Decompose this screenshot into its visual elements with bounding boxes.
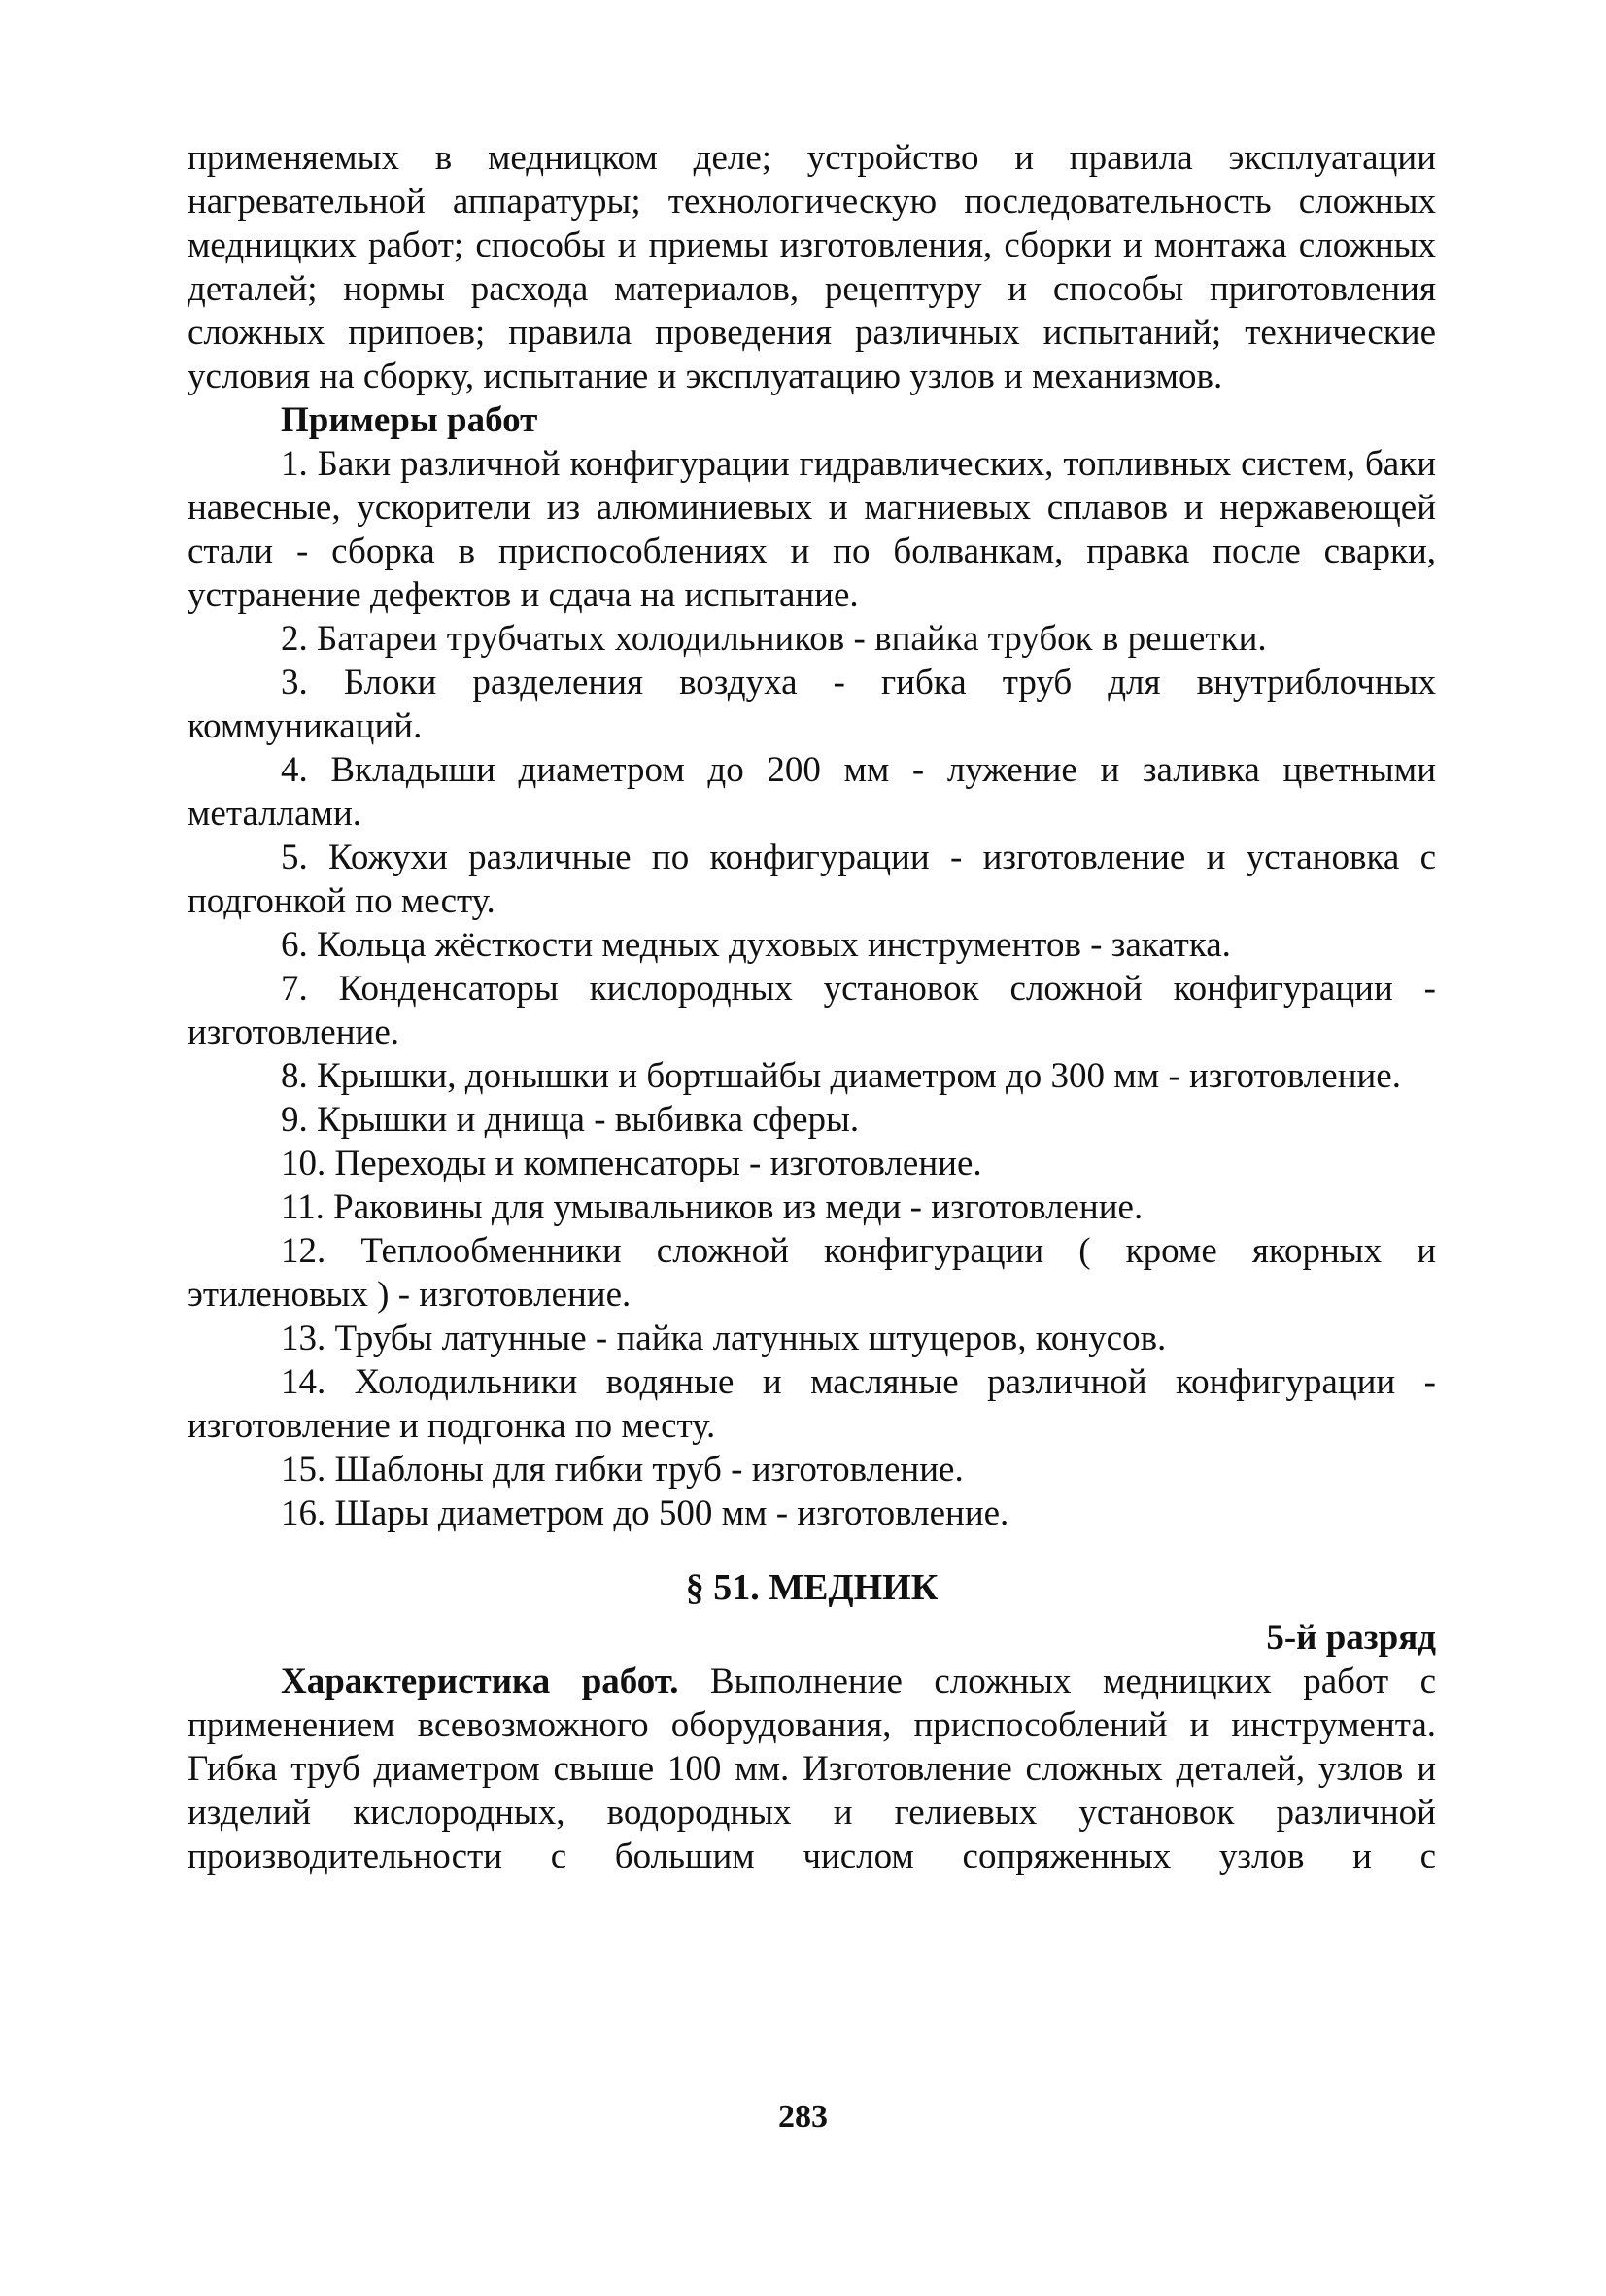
examples-list: [188, 442, 1436, 1535]
document-page: [188, 136, 1436, 1878]
examples-heading: Примеры работ: [281, 400, 538, 440]
characteristic-paragraph: [188, 1660, 1436, 1878]
example-item: 16. Шары диаметром до 500 мм - изготовление.: [281, 1493, 1009, 1533]
section-title: § 51. МЕДНИК: [685, 1567, 939, 1608]
characteristic-label: Характеристика работ.: [281, 1662, 679, 1701]
example-item: 10. Переходы и компенсаторы - изготовление.: [281, 1144, 982, 1183]
example-item: 14. Холодильники водяные и масляные различной конфигурации - изготовление и подгонка по месту.: [188, 1362, 1436, 1446]
example-item: 5. Кожухи различные по конфигурации - изготовление и установка с подгонкой по месту.: [188, 838, 1436, 921]
example-item: 8. Крышки, донышки и бортшайбы диаметром до 300 мм - изготовление.: [281, 1056, 1401, 1096]
example-item: 1. Баки различной конфигурации гидравлических, топливных систем, баки навесные, ускорители из алюминиевых и магниевых сплавов и нержавеющей стали - сборка в приспособлениях и по болванкам, правка после сварки, устранение дефектов и сдача на испытание.: [188, 444, 1436, 615]
example-item: 11. Раковины для умывальников из меди - изготовление.: [281, 1187, 1144, 1227]
example-item: 13. Трубы латунные - пайка латунных штуцеров, конусов.: [281, 1319, 1167, 1358]
page-number: 283: [778, 2099, 828, 2135]
grade-label: 5-й разряд: [1266, 1618, 1436, 1658]
example-item: 4. Вкладыши диаметром до 200 мм - лужение и заливка цветными металлами.: [188, 750, 1436, 834]
example-item: 15. Шаблоны для гибки труб - изготовление.: [281, 1450, 964, 1490]
characteristic-text: Выполнение сложных медницких работ с применением всевозможного оборудования, приспособлений и инструмента. Гибка труб диаметром свыше 100 мм. Изготовление сложных деталей, узлов и изделий кислородных, водородных и гелиевых установок различной производительности с большим числом сопряженных узлов и с: [188, 1662, 1436, 1876]
example-item: 7. Конденсаторы кислородных установок сложной конфигурации - изготовление.: [188, 969, 1436, 1052]
example-item: 9. Крышки и днища - выбивка сферы.: [281, 1100, 860, 1140]
example-item: 3. Блоки разделения воздуха - гибка труб для внутриблочных коммуникаций.: [188, 663, 1436, 746]
intro-paragraph: применяемых в медницком деле; устройство и правила эксплуатации нагревательной аппаратуры; технологическую последовательность сложных медницких работ; способы и приемы изготовления, сборки и монтажа сложных деталей; нормы расхода материалов, рецептуру и способы приготовления сложных припоев; правила проведения различных испытаний; технические условия на сборку, испытание и эксплуатацию узлов и механизмов.: [188, 138, 1436, 396]
example-item: 12. Теплообменники сложной конфигурации ( кроме якорных и этиленовых ) - изготовление.: [188, 1231, 1436, 1315]
example-item: 6. Кольца жёсткости медных духовых инструментов - закатка.: [281, 925, 1231, 965]
example-item: 2. Батареи трубчатых холодильников - впайка трубок в решетки.: [281, 619, 1267, 659]
